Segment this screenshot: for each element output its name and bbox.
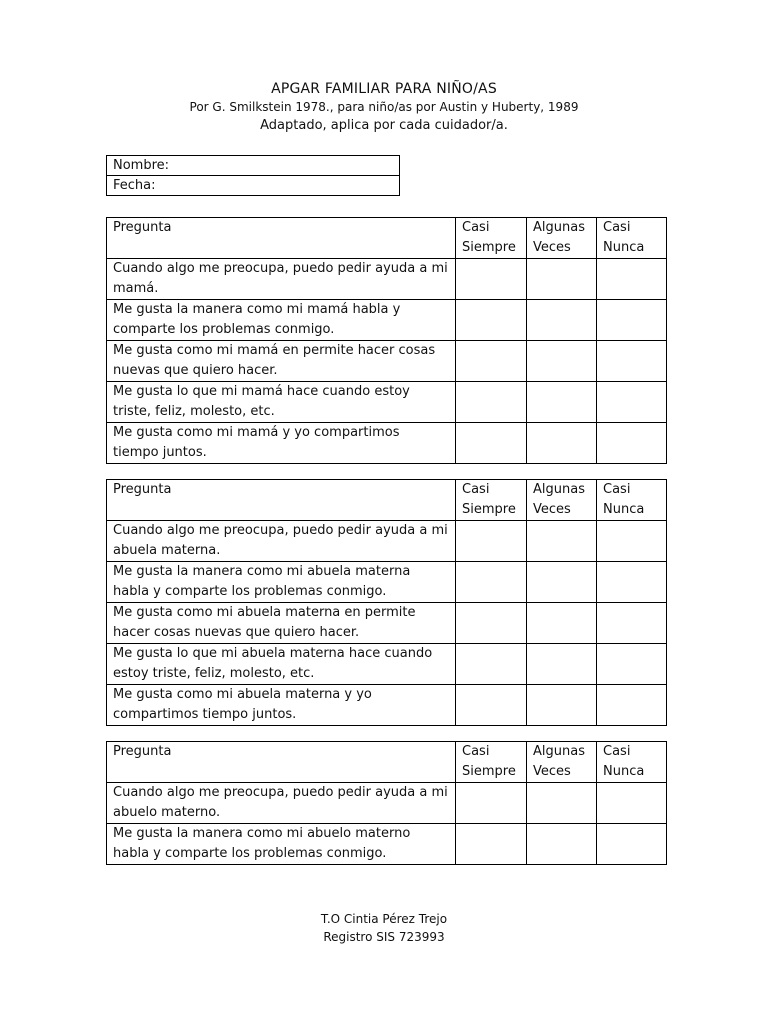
question-text: Cuando algo me preocupa, puedo pedir ayuda a mi abuelo materno. <box>107 783 456 824</box>
header-algunas-veces: Algunas Veces <box>527 218 597 259</box>
header-casi-nunca: Casi Nunca <box>597 742 667 783</box>
header-casi-siempre: Casi Siempre <box>456 742 527 783</box>
answer-cell-algunas-veces[interactable] <box>527 341 597 382</box>
document-subtitle: Por G. Smilkstein 1978., para niño/as por Austin y Huberty, 1989 <box>189 100 579 114</box>
answer-cell-casi-nunca[interactable] <box>597 341 667 382</box>
document-footer <box>0 910 768 946</box>
answer-cell-casi-nunca[interactable] <box>597 824 667 865</box>
question-table-abuela <box>106 479 667 726</box>
table-header-row <box>107 218 667 259</box>
header-casi-nunca: Casi Nunca <box>597 218 667 259</box>
answer-cell-algunas-veces[interactable] <box>527 521 597 562</box>
nombre-field[interactable]: Nombre: <box>107 156 400 176</box>
header-casi-siempre: Casi Siempre <box>456 480 527 521</box>
table-row <box>107 685 667 726</box>
answer-cell-casi-nunca[interactable] <box>597 685 667 726</box>
header-algunas-veces: Algunas Veces <box>527 480 597 521</box>
question-text: Me gusta lo que mi abuela materna hace cuando estoy triste, feliz, molesto, etc. <box>107 644 456 685</box>
answer-cell-algunas-veces[interactable] <box>527 300 597 341</box>
answer-cell-casi-siempre[interactable] <box>456 783 527 824</box>
answer-cell-casi-siempre[interactable] <box>456 521 527 562</box>
question-text: Cuando algo me preocupa, puedo pedir ayuda a mi abuela materna. <box>107 521 456 562</box>
answer-cell-casi-siempre[interactable] <box>456 603 527 644</box>
answer-cell-algunas-veces[interactable] <box>527 685 597 726</box>
table-header-row <box>107 480 667 521</box>
answer-cell-casi-nunca[interactable] <box>597 382 667 423</box>
table-row <box>107 382 667 423</box>
table-row <box>107 300 667 341</box>
table-row <box>107 562 667 603</box>
table-row <box>107 783 667 824</box>
question-text: Me gusta como mi abuela materna y yo compartimos tiempo juntos. <box>107 685 456 726</box>
question-text: Cuando algo me preocupa, puedo pedir ayuda a mi mamá. <box>107 259 456 300</box>
answer-cell-casi-nunca[interactable] <box>597 521 667 562</box>
answer-cell-algunas-veces[interactable] <box>527 824 597 865</box>
header-casi-nunca: Casi Nunca <box>597 480 667 521</box>
table-header-row <box>107 742 667 783</box>
header-algunas-veces: Algunas Veces <box>527 742 597 783</box>
question-table-mama <box>106 217 667 464</box>
document-title: APGAR FAMILIAR PARA NIÑO/AS <box>271 81 497 97</box>
table-row <box>107 644 667 685</box>
question-table-abuelo <box>106 741 667 865</box>
info-row-fecha <box>107 176 400 196</box>
answer-cell-algunas-veces[interactable] <box>527 259 597 300</box>
answer-cell-casi-siempre[interactable] <box>456 644 527 685</box>
author-name: T.O Cintia Pérez Trejo <box>320 912 448 926</box>
registration-number: Registro SIS 723993 <box>323 930 445 944</box>
header-pregunta: Pregunta <box>107 742 456 783</box>
header-casi-siempre: Casi Siempre <box>456 218 527 259</box>
table-row <box>107 824 667 865</box>
answer-cell-casi-nunca[interactable] <box>597 603 667 644</box>
header-pregunta: Pregunta <box>107 480 456 521</box>
answer-cell-casi-nunca[interactable] <box>597 300 667 341</box>
answer-cell-casi-siempre[interactable] <box>456 259 527 300</box>
answer-cell-casi-nunca[interactable] <box>597 562 667 603</box>
answer-cell-casi-siempre[interactable] <box>456 341 527 382</box>
answer-cell-casi-siempre[interactable] <box>456 824 527 865</box>
info-row-nombre <box>107 156 400 176</box>
fecha-field[interactable]: Fecha: <box>107 176 400 196</box>
answer-cell-algunas-veces[interactable] <box>527 562 597 603</box>
table-row <box>107 521 667 562</box>
question-text: Me gusta la manera como mi abuelo materno habla y comparte los problemas conmigo. <box>107 824 456 865</box>
answer-cell-algunas-veces[interactable] <box>527 783 597 824</box>
question-text: Me gusta lo que mi mamá hace cuando estoy triste, feliz, molesto, etc. <box>107 382 456 423</box>
answer-cell-casi-siempre[interactable] <box>456 382 527 423</box>
answer-cell-algunas-veces[interactable] <box>527 644 597 685</box>
document-note: Adaptado, aplica por cada cuidador/a. <box>260 118 508 133</box>
answer-cell-casi-nunca[interactable] <box>597 423 667 464</box>
answer-cell-casi-siempre[interactable] <box>456 562 527 603</box>
answer-cell-casi-siempre[interactable] <box>456 685 527 726</box>
answer-cell-casi-siempre[interactable] <box>456 423 527 464</box>
answer-cell-algunas-veces[interactable] <box>527 603 597 644</box>
question-text: Me gusta la manera como mi abuela materna habla y comparte los problemas conmigo. <box>107 562 456 603</box>
question-text: Me gusta la manera como mi mamá habla y comparte los problemas conmigo. <box>107 300 456 341</box>
table-row <box>107 423 667 464</box>
answer-cell-algunas-veces[interactable] <box>527 423 597 464</box>
document-header <box>0 80 768 135</box>
answer-cell-casi-nunca[interactable] <box>597 644 667 685</box>
question-text: Me gusta como mi abuela materna en permite hacer cosas nuevas que quiero hacer. <box>107 603 456 644</box>
table-row <box>107 341 667 382</box>
question-text: Me gusta como mi mamá y yo compartimos tiempo juntos. <box>107 423 456 464</box>
question-text: Me gusta como mi mamá en permite hacer cosas nuevas que quiero hacer. <box>107 341 456 382</box>
table-row <box>107 259 667 300</box>
header-pregunta: Pregunta <box>107 218 456 259</box>
answer-cell-casi-nunca[interactable] <box>597 259 667 300</box>
answer-cell-casi-siempre[interactable] <box>456 300 527 341</box>
table-row <box>107 603 667 644</box>
answer-cell-casi-nunca[interactable] <box>597 783 667 824</box>
info-table <box>106 155 400 196</box>
answer-cell-algunas-veces[interactable] <box>527 382 597 423</box>
